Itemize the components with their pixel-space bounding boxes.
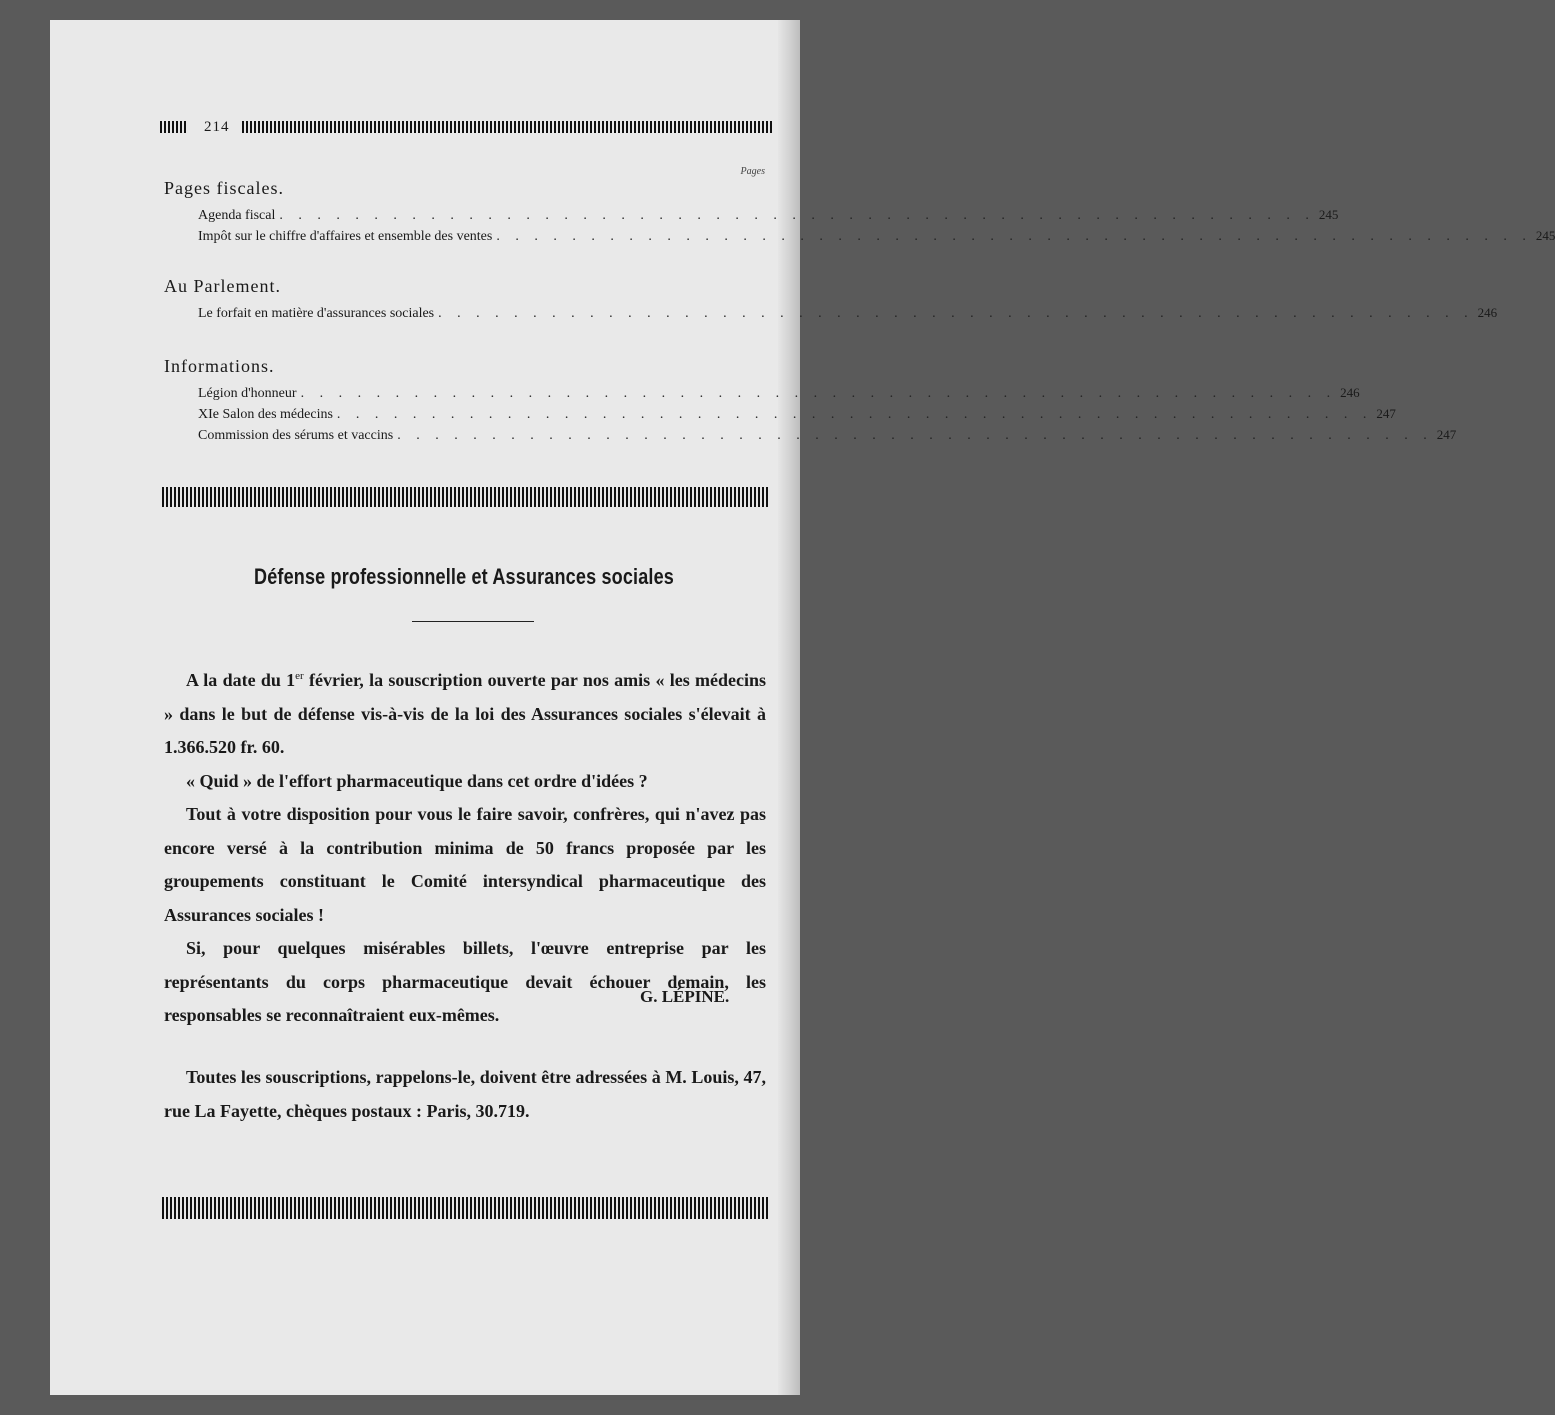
subscription-notice xyxy=(164,1060,766,1128)
toc-leader-dots: . . . . . . . . . . . . . . . . . . . . . . . . . . . . . . . . . . . . . . . . . . . . . . . . . . . . . . . xyxy=(438,306,1474,321)
header-ornament-right xyxy=(242,121,773,133)
toc-leader-dots: . . . . . . . . . . . . . . . . . . . . . . . . . . . . . . . . . . . . . . . . . . . . . . . . . . . . . . . xyxy=(496,229,1532,244)
article-paragraph xyxy=(164,660,766,765)
toc-entry-page: 247 xyxy=(1436,427,1457,442)
article-signature: G. LÉPINE. xyxy=(640,987,730,1006)
toc-entry-page: 245 xyxy=(1318,207,1339,222)
toc-leader-dots: . . . . . . . . . . . . . . . . . . . . . . . . . . . . . . . . . . . . . . . . . . . . . . . . . . . . . . . xyxy=(336,407,1373,422)
toc-entry-label: Légion d'honneur xyxy=(198,386,297,401)
toc-entry xyxy=(164,383,1360,404)
subscription-paragraph: Toutes les souscriptions, rappelons-le, doivent être adressées à M. Louis, 47, rue La Fayette, chèques postaux : Paris, 30.719. xyxy=(164,1067,766,1121)
toc-entry-label: Commission des sérums et vaccins xyxy=(198,428,394,443)
article-paragraph: Tout à votre disposition pour vous le faire savoir, confrères, qui n'avez pas encore versé à la contribution minima de 50 francs proposée par les groupements constituant le Comité intersyndical pharmaceutique des Assurances sociales ! xyxy=(164,804,766,925)
toc-entry-label: Impôt sur le chiffre d'affaires et ensemble des ventes xyxy=(198,229,493,244)
pages-column-label: Pages xyxy=(740,166,765,177)
ordinal-superscript: er xyxy=(295,670,304,682)
toc-heading: Au Parlement. xyxy=(164,276,281,296)
article-text: A la date du 1 xyxy=(186,670,296,690)
toc-section-informations xyxy=(164,356,1457,446)
article-paragraph: Si, pour quelques misérables billets, l'œuvre entreprise par les représentants du corps pharmaceutique devait échouer demain, les responsables se reconnaîtraient eux-mêmes. xyxy=(164,938,766,1025)
page-number: 214 xyxy=(204,118,230,135)
running-header xyxy=(160,117,772,137)
section-divider-rule xyxy=(162,487,770,507)
article-body xyxy=(164,660,766,1033)
article-title: Défense professionnelle et Assurances sociales xyxy=(254,564,674,589)
toc-entry-label: Le forfait en matière d'assurances sociales xyxy=(198,306,435,321)
toc-entry xyxy=(164,205,1339,226)
toc-entry-label: Agenda fiscal xyxy=(198,208,276,223)
toc-heading: Pages fiscales. xyxy=(164,178,284,198)
toc-entry-page: 246 xyxy=(1340,385,1360,400)
toc-entry xyxy=(164,425,1457,446)
title-underline xyxy=(412,621,534,622)
toc-entry xyxy=(164,404,1396,425)
toc-entry xyxy=(164,303,1498,324)
toc-leader-dots: . . . . . . . . . . . . . . . . . . . . . . . . . . . . . . . . . . . . . . . . . . . . . . . . . . . . . . . xyxy=(300,386,1337,401)
toc-entry-page: 246 xyxy=(1477,305,1498,320)
article-paragraph: « Quid » de l'effort pharmaceutique dans cet ordre d'idées ? xyxy=(186,770,648,791)
toc-heading: Informations. xyxy=(164,356,275,376)
toc-section-pages-fiscales xyxy=(164,178,1555,247)
toc-entry-page: 245 xyxy=(1535,228,1555,243)
toc-entry-label: XIe Salon des médecins xyxy=(198,407,333,422)
toc-leader-dots: . . . . . . . . . . . . . . . . . . . . . . . . . . . . . . . . . . . . . . . . . . . . . . . . . . . . . . . xyxy=(279,208,1315,223)
article-text: février, la souscription ouverte par nos amis « les médecins » dans le but de défense vis-à-vis de la loi des Assurances sociales s'élevait à 1.366.520 fr. 60. xyxy=(164,670,766,757)
toc-section-au-parlement xyxy=(164,276,1498,324)
header-ornament-left xyxy=(160,121,186,133)
bottom-divider-rule xyxy=(162,1197,770,1219)
toc-entry-page: 247 xyxy=(1376,406,1396,421)
toc-entry xyxy=(164,226,1555,247)
toc-leader-dots: . . . . . . . . . . . . . . . . . . . . . . . . . . . . . . . . . . . . . . . . . . . . . . . . . . . . . . . xyxy=(397,428,1433,443)
